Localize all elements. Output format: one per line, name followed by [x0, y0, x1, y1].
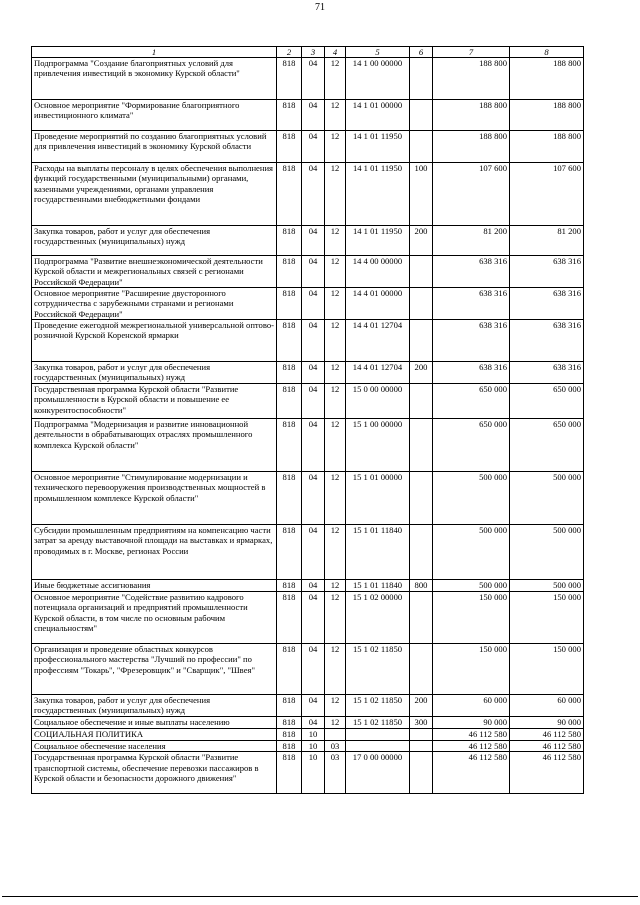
subsection-code: 12: [325, 644, 346, 695]
row-title: Основное мероприятие "Расширение двусторонного сотрудничества с зарубежными странами и регионами Российской Федерации": [32, 288, 277, 320]
row-title: Проведение ежегодной межрегиональной универсальной оптово-розничной Курской Коренской ярмарки: [32, 320, 277, 362]
amount-column-7: 46 112 580: [433, 741, 510, 752]
expense-type-code: [410, 472, 433, 525]
table-row: [32, 644, 584, 695]
admin-code: 818: [277, 58, 302, 100]
table-row: [32, 58, 584, 100]
section-code: 04: [302, 100, 325, 131]
amount-column-8: 46 112 580: [510, 752, 584, 794]
section-code: 04: [302, 717, 325, 729]
expense-type-code: [410, 256, 433, 288]
target-article-code: 15 1 02 00000: [346, 592, 410, 644]
target-article-code: 14 4 00 00000: [346, 256, 410, 288]
table-row: [32, 752, 584, 794]
section-code: 04: [302, 472, 325, 525]
section-code: 04: [302, 320, 325, 362]
subsection-code: 12: [325, 163, 346, 226]
section-code: 04: [302, 592, 325, 644]
target-article-code: 14 4 01 12704: [346, 362, 410, 384]
amount-column-7: 46 112 580: [433, 729, 510, 741]
admin-code: 818: [277, 320, 302, 362]
table-row: [32, 729, 584, 741]
target-article-code: 15 1 01 00000: [346, 472, 410, 525]
column-number-row: [32, 47, 584, 58]
amount-column-8: 46 112 580: [510, 729, 584, 741]
amount-column-7: 90 000: [433, 717, 510, 729]
target-article-code: 15 1 01 11840: [346, 525, 410, 580]
target-article-code: 15 1 02 11850: [346, 644, 410, 695]
expense-type-code: [410, 752, 433, 794]
table-row: [32, 288, 584, 320]
amount-column-8: 188 800: [510, 131, 584, 163]
target-article-code: 15 1 00 00000: [346, 419, 410, 472]
column-number-3: 3: [302, 47, 325, 58]
column-number-5: 5: [346, 47, 410, 58]
target-article-code: [346, 741, 410, 752]
amount-column-8: 60 000: [510, 695, 584, 717]
amount-column-8: 638 316: [510, 288, 584, 320]
subsection-code: 12: [325, 419, 346, 472]
admin-code: 818: [277, 580, 302, 592]
row-title: Подпрограмма "Развитие внешнеэкономической деятельности Курской области и межрегиональных связей с регионами Российской Федерации": [32, 256, 277, 288]
admin-code: 818: [277, 472, 302, 525]
section-code: 10: [302, 729, 325, 741]
subsection-code: 03: [325, 752, 346, 794]
target-article-code: 14 1 01 11950: [346, 131, 410, 163]
target-article-code: 15 1 02 11850: [346, 695, 410, 717]
table-row: [32, 384, 584, 419]
amount-column-7: 188 800: [433, 100, 510, 131]
amount-column-8: 500 000: [510, 580, 584, 592]
row-title: Основное мероприятие "Стимулирование модернизации и технического перевооружения производственных мощностей в промышленном комплексе Курской области": [32, 472, 277, 525]
admin-code: 818: [277, 256, 302, 288]
amount-column-7: 188 800: [433, 58, 510, 100]
amount-column-8: 107 600: [510, 163, 584, 226]
expense-type-code: [410, 741, 433, 752]
target-article-code: 14 1 00 00000: [346, 58, 410, 100]
admin-code: 818: [277, 163, 302, 226]
amount-column-8: 90 000: [510, 717, 584, 729]
admin-code: 818: [277, 644, 302, 695]
section-code: 10: [302, 752, 325, 794]
row-title: Государственная программа Курской области "Развитие транспортной системы, обеспечение перевозки пассажиров в Курской области и безопасности дорожного движения": [32, 752, 277, 794]
section-code: 04: [302, 256, 325, 288]
target-article-code: 17 0 00 00000: [346, 752, 410, 794]
table-row: [32, 320, 584, 362]
target-article-code: [346, 729, 410, 741]
admin-code: 818: [277, 525, 302, 580]
section-code: 04: [302, 695, 325, 717]
amount-column-8: 638 316: [510, 362, 584, 384]
subsection-code: 12: [325, 58, 346, 100]
section-code: 04: [302, 163, 325, 226]
section-code: 04: [302, 131, 325, 163]
target-article-code: 15 0 00 00000: [346, 384, 410, 419]
amount-column-7: 188 800: [433, 131, 510, 163]
row-title: Расходы на выплаты персоналу в целях обеспечения выполнения функций государственными (муниципальными) органами, казенными учреждениями, органами управления государственными внебюджетными фондами: [32, 163, 277, 226]
row-title: Социальное обеспечение и иные выплаты населению: [32, 717, 277, 729]
amount-column-7: 150 000: [433, 644, 510, 695]
row-title: Субсидии промышленным предприятиям на компенсацию части затрат за аренду выставочной площади на выставках и ярмарках, проводимых в г. Москве, регионах России: [32, 525, 277, 580]
expense-type-code: [410, 288, 433, 320]
amount-column-7: 650 000: [433, 419, 510, 472]
subsection-code: 12: [325, 131, 346, 163]
admin-code: 818: [277, 100, 302, 131]
admin-code: 818: [277, 131, 302, 163]
amount-column-8: 500 000: [510, 525, 584, 580]
budget-table: [31, 46, 584, 794]
section-code: 04: [302, 384, 325, 419]
subsection-code: 12: [325, 226, 346, 256]
amount-column-8: 650 000: [510, 419, 584, 472]
amount-column-8: 150 000: [510, 592, 584, 644]
table-row: [32, 100, 584, 131]
target-article-code: 15 1 02 11850: [346, 717, 410, 729]
admin-code: 818: [277, 384, 302, 419]
table-row: [32, 580, 584, 592]
admin-code: 818: [277, 592, 302, 644]
admin-code: 818: [277, 362, 302, 384]
row-title: Закупка товаров, работ и услуг для обеспечения государственных (муниципальных) нужд: [32, 695, 277, 717]
column-number-7: 7: [433, 47, 510, 58]
amount-column-8: 638 316: [510, 256, 584, 288]
amount-column-8: 188 800: [510, 100, 584, 131]
section-code: 04: [302, 226, 325, 256]
table-row: [32, 131, 584, 163]
amount-column-8: 500 000: [510, 472, 584, 525]
column-number-8: 8: [510, 47, 584, 58]
target-article-code: 14 1 01 11950: [346, 226, 410, 256]
amount-column-7: 638 316: [433, 256, 510, 288]
admin-code: 818: [277, 717, 302, 729]
expense-type-code: [410, 384, 433, 419]
table-row: [32, 419, 584, 472]
expense-type-code: 200: [410, 226, 433, 256]
admin-code: 818: [277, 752, 302, 794]
row-title: Основное мероприятие "Содействие развитию кадрового потенциала организаций и предприятий промышленности Курской области, в том числе по основным рабочим специальностям": [32, 592, 277, 644]
expense-type-code: 300: [410, 717, 433, 729]
amount-column-7: 650 000: [433, 384, 510, 419]
expense-type-code: [410, 592, 433, 644]
expense-type-code: 200: [410, 362, 433, 384]
subsection-code: 12: [325, 580, 346, 592]
amount-column-7: 638 316: [433, 288, 510, 320]
section-code: 04: [302, 525, 325, 580]
subsection-code: 12: [325, 320, 346, 362]
subsection-code: [325, 729, 346, 741]
section-code: 04: [302, 419, 325, 472]
row-title: Основное мероприятие "Формирование благоприятного инвестиционного климата": [32, 100, 277, 131]
row-title: Иные бюджетные ассигнования: [32, 580, 277, 592]
row-title: Подпрограмма "Модернизация и развитие инновационной деятельности в обрабатывающих отраслях промышленного комплекса Курской области": [32, 419, 277, 472]
amount-column-7: 638 316: [433, 320, 510, 362]
amount-column-7: 81 200: [433, 226, 510, 256]
subsection-code: 12: [325, 717, 346, 729]
expense-type-code: 200: [410, 695, 433, 717]
section-code: 04: [302, 58, 325, 100]
column-number-1: 1: [32, 47, 277, 58]
target-article-code: 14 4 01 12704: [346, 320, 410, 362]
amount-column-8: 81 200: [510, 226, 584, 256]
amount-column-7: 500 000: [433, 472, 510, 525]
amount-column-7: 46 112 580: [433, 752, 510, 794]
section-code: 10: [302, 741, 325, 752]
expense-type-code: [410, 419, 433, 472]
admin-code: 818: [277, 741, 302, 752]
column-number-6: 6: [410, 47, 433, 58]
section-code: 04: [302, 644, 325, 695]
section-code: 04: [302, 362, 325, 384]
row-title: Закупка товаров, работ и услуг для обеспечения государственных (муниципальных) нужд: [32, 226, 277, 256]
column-number-4: 4: [325, 47, 346, 58]
expense-type-code: [410, 644, 433, 695]
table-row: [32, 163, 584, 226]
table-row: [32, 695, 584, 717]
row-title: Организация и проведение областных конкурсов профессионального мастерства "Лучший по профессии" по профессиям "Токарь", "Фрезеровщик" и "Сварщик", "Швея": [32, 644, 277, 695]
table-row: [32, 226, 584, 256]
target-article-code: 14 1 01 11950: [346, 163, 410, 226]
target-article-code: 14 1 01 00000: [346, 100, 410, 131]
row-title: Подпрограмма "Создание благоприятных условий для привлечения инвестиций в экономику Курской области": [32, 58, 277, 100]
amount-column-8: 650 000: [510, 384, 584, 419]
admin-code: 818: [277, 695, 302, 717]
table-row: [32, 256, 584, 288]
section-code: 04: [302, 580, 325, 592]
expense-type-code: 100: [410, 163, 433, 226]
amount-column-8: 150 000: [510, 644, 584, 695]
target-article-code: 14 4 01 00000: [346, 288, 410, 320]
subsection-code: 12: [325, 592, 346, 644]
amount-column-7: 150 000: [433, 592, 510, 644]
table-row: [32, 592, 584, 644]
table-row: [32, 525, 584, 580]
row-title: Закупка товаров, работ и услуг для обеспечения государственных (муниципальных) нужд: [32, 362, 277, 384]
expense-type-code: [410, 729, 433, 741]
target-article-code: 15 1 01 11840: [346, 580, 410, 592]
amount-column-8: 46 112 580: [510, 741, 584, 752]
row-title: СОЦИАЛЬНАЯ ПОЛИТИКА: [32, 729, 277, 741]
row-title: Государственная программа Курской области "Развитие промышленности в Курской области и повышение ее конкурентоспособности": [32, 384, 277, 419]
table-row: [32, 741, 584, 752]
expense-type-code: [410, 525, 433, 580]
subsection-code: 12: [325, 100, 346, 131]
subsection-code: 12: [325, 256, 346, 288]
row-title: Проведение мероприятий по созданию благоприятных условий для привлечения инвестиций в экономику Курской области: [32, 131, 277, 163]
subsection-code: 03: [325, 741, 346, 752]
amount-column-7: 638 316: [433, 362, 510, 384]
section-code: 04: [302, 288, 325, 320]
amount-column-7: 500 000: [433, 580, 510, 592]
admin-code: 818: [277, 226, 302, 256]
admin-code: 818: [277, 288, 302, 320]
amount-column-8: 638 316: [510, 320, 584, 362]
table-row: [32, 717, 584, 729]
subsection-code: 12: [325, 525, 346, 580]
subsection-code: 12: [325, 288, 346, 320]
table-row: [32, 472, 584, 525]
admin-code: 818: [277, 729, 302, 741]
expense-type-code: [410, 100, 433, 131]
admin-code: 818: [277, 419, 302, 472]
expense-type-code: [410, 131, 433, 163]
amount-column-7: 60 000: [433, 695, 510, 717]
table-body: [32, 58, 584, 794]
subsection-code: 12: [325, 362, 346, 384]
row-title: Социальное обеспечение населения: [32, 741, 277, 752]
subsection-code: 12: [325, 472, 346, 525]
column-number-2: 2: [277, 47, 302, 58]
bottom-rule: [2, 896, 638, 897]
amount-column-8: 188 800: [510, 58, 584, 100]
table-row: [32, 362, 584, 384]
expense-type-code: 800: [410, 580, 433, 592]
expense-type-code: [410, 320, 433, 362]
amount-column-7: 107 600: [433, 163, 510, 226]
amount-column-7: 500 000: [433, 525, 510, 580]
expense-type-code: [410, 58, 433, 100]
subsection-code: 12: [325, 695, 346, 717]
page-number: 71: [315, 2, 325, 13]
subsection-code: 12: [325, 384, 346, 419]
